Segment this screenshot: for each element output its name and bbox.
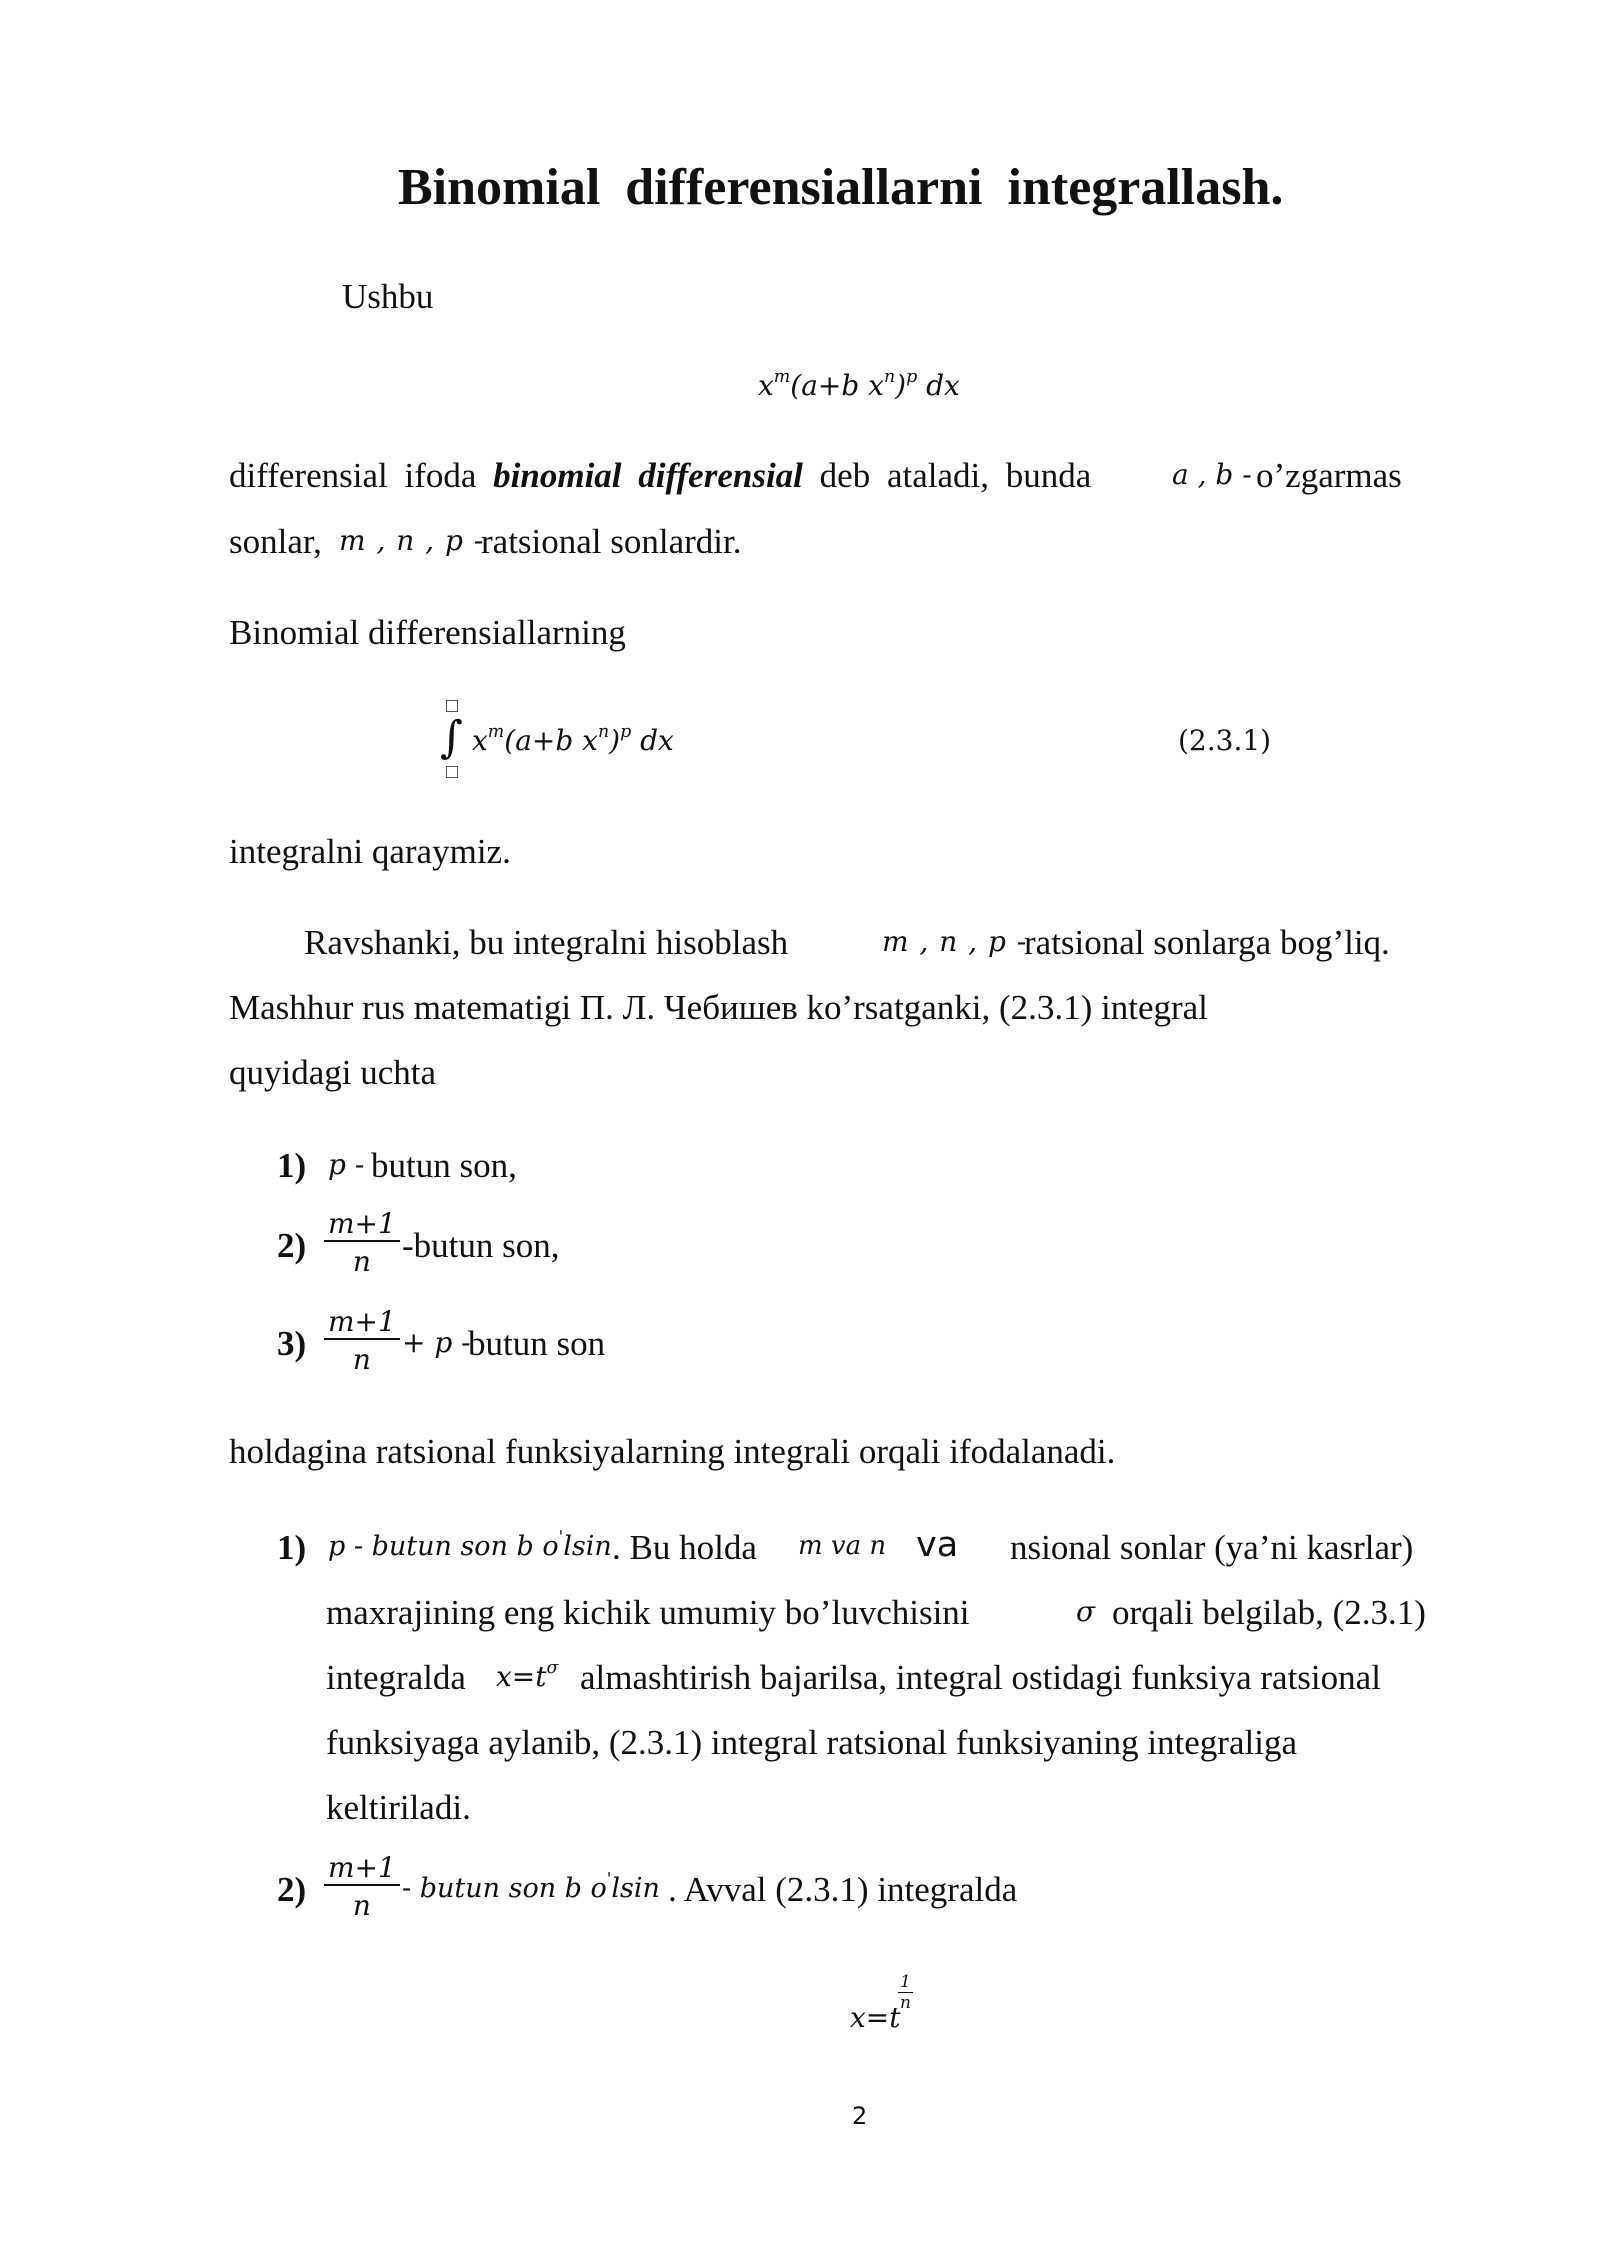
para3-line1-post: ratsional sonlarga bog’liq. [1024, 923, 1390, 962]
detail1-line4: funksiyaga aylanib, (2.3.1) integral ratsional funksiyaning integraliga [326, 1723, 1297, 1762]
case2-number: 2) [277, 1226, 307, 1265]
integrand-close: ) [609, 724, 621, 757]
detail2-number: 2) [277, 1870, 307, 1909]
detail2-apostrophe: ' [606, 1868, 612, 1889]
last-exp-top: 1 [900, 1972, 911, 1992]
para1-line1 [229, 458, 1091, 493]
formula-exp-n: n [883, 366, 896, 387]
formula-close: ) [895, 369, 907, 402]
formula-x: x [758, 369, 774, 402]
para3-line3: quyidagi uchta [229, 1053, 437, 1092]
after-integral: integralni qaraymiz. [229, 832, 511, 871]
detail2-text: . Avval (2.3.1) integralda [668, 1870, 1018, 1909]
detail1-overlap: va [916, 1525, 959, 1565]
integrand-x: x [472, 724, 488, 757]
para3-mnp: m , n , p - [882, 925, 1027, 958]
case2-frac-bot: n [352, 1245, 371, 1278]
formula-exp-m: m [773, 366, 791, 387]
detail1-line1-b: nsional sonlar (ya’ni kasrlar) [1010, 1528, 1414, 1567]
integral-upper-limit-box [446, 700, 458, 712]
integral-integrand [472, 721, 674, 757]
detail1-cond-a: p - butun son b o [328, 1531, 559, 1562]
detail1-cond-b: lsin [563, 1531, 612, 1562]
detail1-line2-a: maxrajining eng kichik umumiy bo’luvchisini [326, 1593, 970, 1632]
detail1-sub-x: x=t [496, 1660, 547, 1693]
case3-frac-top: m+1 [324, 1308, 400, 1340]
para1-line2-post: ratsional sonlardir. [481, 522, 742, 561]
detail2-condition [402, 1868, 660, 1904]
case3-text: butun son [468, 1324, 606, 1363]
formula-dx: dx [917, 369, 960, 402]
detail2-cond-a: - butun son b o [402, 1873, 607, 1904]
para1-bold-term: binomial differensial [493, 456, 803, 495]
detail1-line5: keltiriladi. [326, 1788, 471, 1827]
case2-fraction [324, 1207, 400, 1278]
case3-math: + p - [402, 1326, 471, 1359]
para1-post: deb ataladi, bunda [819, 456, 1092, 495]
case1-text: butun son, [371, 1146, 517, 1185]
detail1-mvn: m va n [798, 1531, 887, 1561]
detail1-number: 1) [277, 1528, 307, 1567]
para2: Binomial differensiallarning [229, 613, 626, 652]
detail1-line3-a: integralda [326, 1658, 466, 1697]
holdagina-line: holdagina ratsional funksiyalarning integrali orqali ifodalanadi. [229, 1432, 1116, 1471]
case3-fraction [324, 1305, 400, 1376]
case1-math: p - [328, 1148, 365, 1181]
para1-tail: o’zgarmas [1256, 456, 1402, 495]
integrand-exp-n: n [597, 721, 610, 742]
binomial-formula [758, 366, 960, 402]
formula-exp-p: p [906, 366, 918, 387]
integral-sign: ∫ [440, 712, 463, 763]
para3-line1-pre: Ravshanki, bu integralni hisoblash [304, 923, 789, 962]
detail2-frac-top: m+1 [324, 1854, 400, 1886]
equation-number: (2.3.1) [1178, 724, 1272, 757]
detail2-cond-b: lsin [611, 1873, 660, 1904]
integrand-dx: dx [631, 724, 674, 757]
case2-text: -butun son, [402, 1226, 560, 1265]
last-formula-lhs: x=t [850, 2001, 901, 2034]
para1-mnp: m , n , p - [339, 524, 484, 557]
integrand-exp-m: m [487, 721, 505, 742]
last-exp-bot: n [899, 1993, 911, 2013]
para1-ab: a , b - [1172, 458, 1252, 491]
page-title: Binomial differensiallarni integrallash. [398, 159, 1284, 216]
para3-line2: Mashhur rus matematigi П. Л. Чебишев ko’rsatganki, (2.3.1) integral [229, 988, 1208, 1027]
case3-frac-bot: n [352, 1343, 371, 1376]
detail1-sigma: σ [1076, 1595, 1096, 1628]
detail1-line1-a: . Bu holda [612, 1528, 757, 1567]
last-formula-exponent [898, 1974, 913, 2012]
para1-line2-pre: sonlar, [229, 522, 322, 561]
detail1-line3-b: almashtirish bajarilsa, integral ostidagi funksiya ratsional [580, 1658, 1381, 1697]
detail1-substitution [496, 1657, 559, 1693]
para1-pre: differensial ifoda [229, 456, 477, 495]
detail2-frac-bot: n [352, 1889, 371, 1922]
intro-word: Ushbu [342, 277, 434, 316]
detail1-sub-sigma: σ [546, 1657, 559, 1678]
case1-number: 1) [277, 1146, 307, 1185]
detail1-apostrophe: ' [558, 1526, 564, 1547]
integrand-exp-p: p [620, 721, 632, 742]
detail1-condition [328, 1526, 612, 1562]
integrand-inner: (a+b x [504, 724, 598, 757]
page-number: 2 [852, 2102, 868, 2130]
integral-lower-limit-box [446, 766, 458, 778]
detail1-line2-b: orqali belgilab, (2.3.1) [1112, 1593, 1426, 1632]
detail2-fraction [324, 1851, 400, 1922]
case3-number: 3) [277, 1324, 307, 1363]
case2-frac-top: m+1 [324, 1210, 400, 1242]
formula-inner: (a+b x [790, 369, 884, 402]
